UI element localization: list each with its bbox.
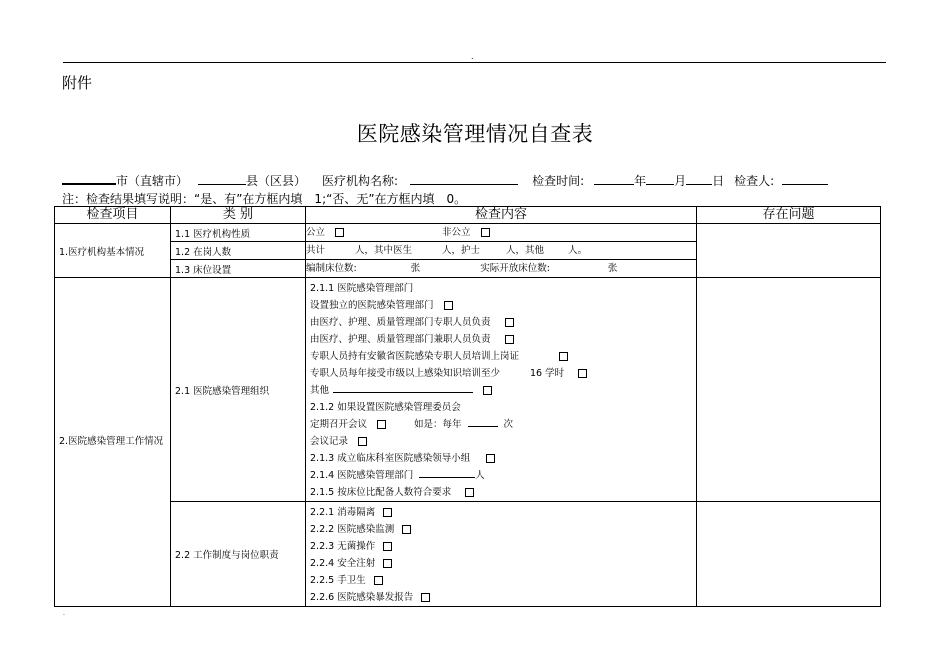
page-title: 医院感染管理情况自查表 — [356, 122, 594, 146]
header-rule — [63, 62, 886, 63]
section1-title: 1.医疗机构基本情况 — [55, 224, 171, 278]
line-2-1-1b — [306, 314, 696, 331]
hours-2-1-1e: 16 学时 — [530, 368, 565, 379]
text-2-1-1e: 专职人员每年接受市级以上感染知识培训至少 — [310, 368, 501, 379]
city-blank[interactable] — [62, 172, 116, 185]
line-2-1-2b — [306, 433, 696, 450]
staff-doctor-label: 人，其中医生 — [355, 245, 413, 256]
content-1-1 — [306, 224, 697, 242]
line-2-2-6 — [306, 589, 696, 606]
text-2-1-5: 2.1.5 按床位比配备人数符合要求 — [310, 487, 452, 498]
checkbox-2-2-2[interactable] — [402, 525, 411, 534]
content-2-2 — [306, 502, 697, 607]
checkbox-2-1-2a[interactable] — [377, 420, 386, 429]
line-2-1-2a — [306, 416, 696, 433]
staff-total-label: 共计 — [306, 245, 326, 256]
staff-end-label: 人。 — [568, 245, 588, 256]
line-2-2-3 — [306, 538, 696, 555]
checkbox-2-1-2b[interactable] — [358, 437, 367, 446]
content-2-1 — [306, 278, 697, 502]
text-2-1-1f: 其他 — [310, 385, 330, 396]
line-2-2-4 — [306, 555, 696, 572]
line-2-2-1 — [306, 504, 696, 521]
checkbox-2-1-1d[interactable] — [559, 352, 568, 361]
table-row — [55, 224, 881, 242]
info-line — [62, 172, 828, 189]
planned-beds-label: 编制床位数: — [306, 263, 357, 274]
line-2-1-1f — [306, 382, 696, 399]
checkbox-2-1-1a[interactable] — [444, 301, 453, 310]
text-2-2-1: 2.2.1 消毒隔离 — [310, 507, 376, 518]
checkbox-2-1-5[interactable] — [465, 488, 474, 497]
line-2-2-2 — [306, 521, 696, 538]
text-2-1-1b: 由医疗、护理、质量管理部门专职人员负责 — [310, 317, 491, 328]
text-2-2-5: 2.2.5 手卫生 — [310, 575, 366, 586]
text-2-1-1a: 设置独立的医院感染管理部门 — [310, 300, 434, 311]
category-2-1: 2.1 医院感染管理组织 — [171, 278, 306, 502]
private-label: 非公立 — [442, 227, 471, 238]
checkbox-2-2-4[interactable] — [383, 559, 392, 568]
content-1-3 — [306, 260, 697, 278]
line-2-1-4 — [306, 467, 696, 484]
category-2-2: 2.2 工作制度与岗位职责 — [171, 502, 306, 607]
checkbox-2-1-1b[interactable] — [505, 318, 514, 327]
year-blank[interactable] — [594, 173, 634, 185]
content-1-2 — [306, 242, 697, 260]
issues-cell-1[interactable] — [697, 224, 881, 278]
line-2-2-5 — [306, 572, 696, 589]
checkbox-2-2-3[interactable] — [383, 542, 392, 551]
checkbox-2-1-1c[interactable] — [505, 335, 514, 344]
year-label: 年 — [634, 174, 647, 188]
other-blank[interactable] — [333, 382, 473, 393]
header-category: 类 别 — [171, 207, 306, 224]
times-blank[interactable] — [468, 416, 498, 427]
header-content: 检查内容 — [306, 207, 697, 224]
table-header-row — [55, 207, 881, 224]
staff-other-label: 人，其他 — [506, 245, 545, 256]
text-2-1-1c: 由医疗、护理、质量管理部门兼职人员负责 — [310, 334, 491, 345]
checkbox-2-2-6[interactable] — [421, 593, 430, 602]
table-row — [55, 278, 881, 502]
county-blank[interactable] — [198, 173, 246, 185]
text-2-1-3: 2.1.3 成立临床科室医院感染领导小组 — [310, 453, 471, 464]
text-2-1-2a-times: 次 — [503, 419, 514, 430]
month-label: 月 — [674, 174, 687, 188]
note-line: 注：检查结果填写说明：“是、有”在方框内填 1;“否、无”在方框内填 0。 — [62, 192, 467, 206]
text-2-1-2a: 定期召开会议 — [310, 419, 368, 430]
inspector-label: 检查人: — [734, 174, 775, 188]
issues-cell-2-1[interactable] — [697, 278, 881, 502]
line-2-1-1a — [306, 297, 696, 314]
org-name-blank[interactable] — [410, 173, 518, 185]
line-2-1-1d — [306, 348, 696, 365]
line-2-1-2: 2.1.2 如果设置医院感染管理委员会 — [310, 402, 461, 413]
text-2-2-6: 2.2.6 医院感染暴发报告 — [310, 592, 414, 603]
line-2-1-1e — [306, 365, 696, 382]
open-beds-label: 实际开放床位数: — [480, 263, 550, 274]
inspector-blank[interactable] — [782, 173, 828, 185]
text-2-1-2a-if: 如是：每年 — [414, 419, 462, 430]
org-name-label: 医疗机构名称: — [322, 174, 399, 188]
private-checkbox[interactable] — [481, 228, 490, 237]
text-2-1-4-unit: 人 — [475, 470, 485, 481]
header-item: 检查项目 — [55, 207, 171, 224]
checkbox-2-2-5[interactable] — [374, 576, 383, 585]
line-2-1-3 — [306, 450, 696, 467]
category-1-3: 1.3 床位设置 — [171, 260, 306, 278]
issues-cell-2-2[interactable] — [697, 502, 881, 607]
text-2-2-4: 2.2.4 安全注射 — [310, 558, 376, 569]
category-1-1: 1.1 医疗机构性质 — [171, 224, 306, 242]
open-beds-unit: 张 — [607, 263, 618, 274]
month-blank[interactable] — [646, 173, 674, 185]
checkbox-2-2-1[interactable] — [383, 508, 392, 517]
text-2-1-1d: 专职人员持有安徽省医院感染专职人员培训上岗证 — [310, 351, 520, 362]
check-time-label: 检查时间: — [532, 174, 585, 188]
section2-title: 2.医院感染管理工作情况 — [55, 278, 171, 607]
category-1-2: 1.2 在岗人数 — [171, 242, 306, 260]
county-label: 县（区县） — [246, 174, 307, 188]
self-check-table — [54, 206, 881, 607]
checkbox-2-1-3[interactable] — [486, 454, 495, 463]
text-2-1-2b: 会议记录 — [310, 436, 349, 447]
staff-nurse-label: 人，护士 — [442, 245, 481, 256]
bottom-dot: . — [63, 610, 65, 617]
checkbox-2-1-1e[interactable] — [578, 369, 587, 378]
checkbox-2-1-1f[interactable] — [483, 386, 492, 395]
table-row — [55, 502, 881, 607]
text-2-1-4: 2.1.4 医院感染管理部门 — [310, 470, 414, 481]
day-label: 日 — [712, 174, 725, 188]
planned-beds-unit: 张 — [410, 263, 421, 274]
top-dot: . — [471, 52, 474, 61]
line-2-1-1: 2.1.1 医院感染管理部门 — [310, 283, 414, 294]
day-blank[interactable] — [686, 173, 712, 185]
line-2-1-1c — [306, 331, 696, 348]
text-2-2-3: 2.2.3 无菌操作 — [310, 541, 376, 552]
attachment-label: 附件 — [62, 74, 93, 92]
city-label: 市（直辖市） — [116, 174, 189, 188]
public-checkbox[interactable] — [335, 228, 344, 237]
public-label: 公立 — [306, 227, 326, 238]
staff-count-blank[interactable] — [419, 467, 475, 478]
line-2-1-5 — [306, 484, 696, 501]
text-2-2-2: 2.2.2 医院感染监测 — [310, 524, 395, 535]
header-issues: 存在问题 — [697, 207, 881, 224]
